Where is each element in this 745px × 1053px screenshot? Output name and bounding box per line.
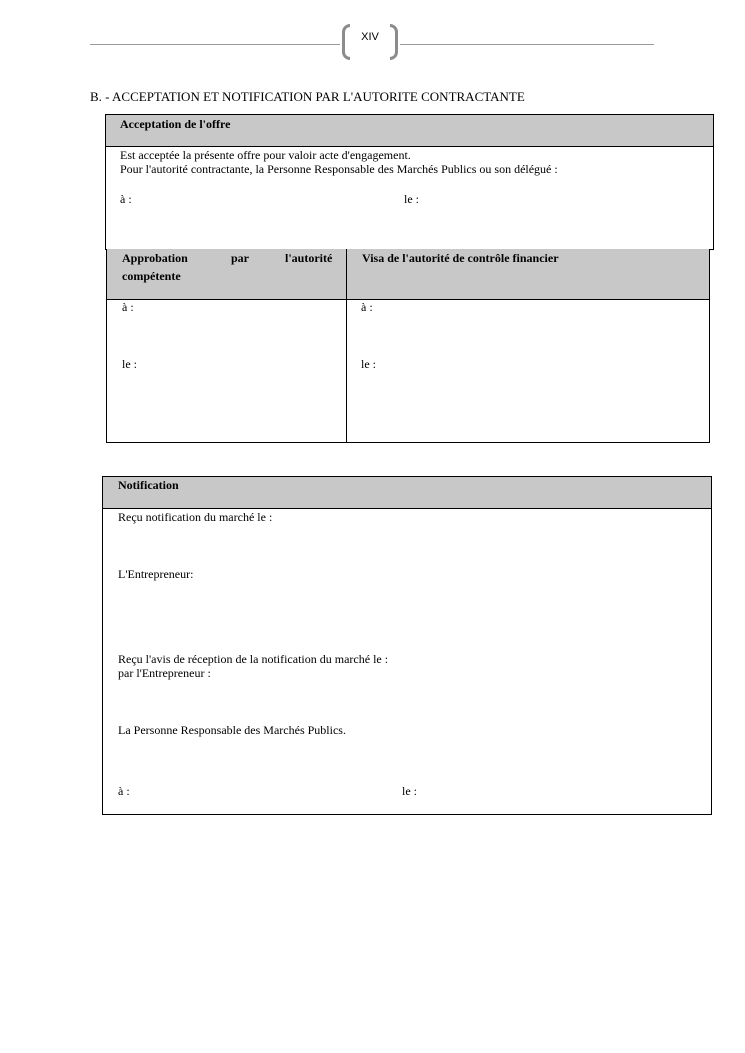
approbation-column-divider <box>346 249 347 442</box>
notification-heading: Notification <box>118 478 179 492</box>
visa-le: le : <box>361 357 376 371</box>
notification-prmp: La Personne Responsable des Marchés Publics. <box>118 723 346 737</box>
visa-a: à : <box>361 300 373 314</box>
header-rule-right <box>400 44 654 45</box>
approbation-left-a: à : <box>122 300 134 314</box>
acceptation-a-label: à : <box>120 192 132 206</box>
acceptation-heading: Acceptation de l'offre <box>120 117 231 131</box>
notification-box <box>102 476 712 815</box>
notification-avis: Reçu l'avis de réception de la notification du marché le : <box>118 652 389 666</box>
acceptation-line2: Pour l'autorité contractante, la Personne Responsable des Marchés Publics ou son délégué : <box>120 162 558 176</box>
approbation-left-heading-word3: l'autorité <box>285 251 333 265</box>
approbation-left-heading-line2: compétente <box>122 269 181 283</box>
notification-recu: Reçu notification du marché le : <box>118 510 273 524</box>
header-rule-left <box>90 44 340 45</box>
notification-entrepreneur: L'Entrepreneur: <box>118 567 194 581</box>
visa-heading: Visa de l'autorité de contrôle financier <box>362 251 559 265</box>
approbation-left-heading-word2: par <box>231 251 249 265</box>
acceptation-line1: Est acceptée la présente offre pour valoir acte d'engagement. <box>120 148 411 162</box>
notification-par: par l'Entrepreneur : <box>118 666 211 680</box>
page-number-bracket-left <box>342 24 350 60</box>
approbation-left-le: le : <box>122 357 137 371</box>
notification-le-label: le : <box>402 784 417 798</box>
notification-a-label: à : <box>118 784 130 798</box>
approbation-box <box>106 249 710 443</box>
section-title: B. - ACCEPTATION ET NOTIFICATION PAR L'AUTORITE CONTRACTANTE <box>90 89 525 104</box>
page-number: XIV <box>361 31 379 43</box>
notification-header <box>103 477 711 509</box>
acceptation-le-label: le : <box>404 192 419 206</box>
acceptation-box <box>105 114 714 250</box>
page-number-bracket-right <box>390 24 398 60</box>
approbation-left-heading-word1: Approbation <box>122 251 188 265</box>
